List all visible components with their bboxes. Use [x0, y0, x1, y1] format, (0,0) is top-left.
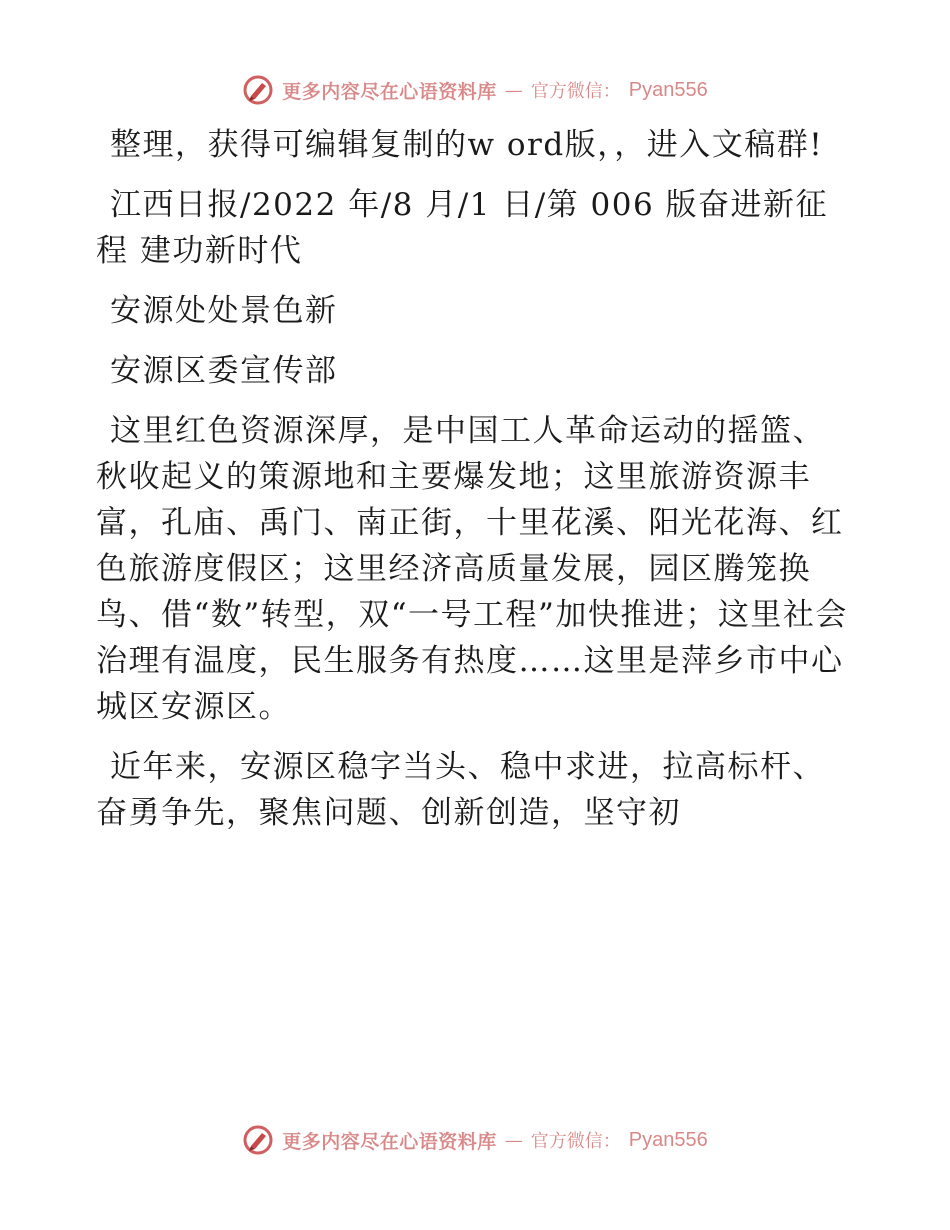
watermark-account: Pyan556 [628, 1128, 708, 1151]
header-watermark [0, 70, 950, 110]
paragraph-body-2: 近年来，安源区稳字当头、稳中求进，拉高标杆、奋勇争先，聚焦问题、创新创造，坚守初 [96, 749, 825, 831]
watermark-brand: 更多内容尽在心语资料库 [282, 1130, 497, 1153]
red-seal-pen-logo-icon [242, 74, 274, 106]
watermark-separator: — [504, 1129, 523, 1151]
paragraph-source: 江西日报/2022 年/8 月/1 日/第 006 版奋进新征程 建功新时代 [96, 187, 829, 269]
document-body [96, 122, 852, 850]
paragraph-body-1: 这里红色资源深厚，是中国工人革命运动的摇篮、秋收起义的策源地和主要爆发地；这里旅游资源丰富，孔庙、禹门、南正街，十里花溪、阳光花海、红色旅游度假区；这里经济高质量发展，园区腾笼换鸟、借“数”转型，双“一号工程”加快推进；这里社会治理有温度，民生服务有热度……这里是萍乡市中心城区安源区。 [96, 413, 848, 725]
watermark-official-label: 官方微信： [530, 81, 621, 102]
watermark-account: Pyan556 [628, 78, 708, 101]
watermark-official-label: 官方微信： [530, 1131, 621, 1152]
watermark-separator: — [504, 79, 523, 101]
paragraph-intro: 整理，获得可编辑复制的w ord版，，进入文稿群! [110, 127, 824, 163]
footer-watermark [0, 1120, 950, 1160]
watermark-brand: 更多内容尽在心语资料库 [282, 80, 497, 103]
red-seal-pen-logo-icon [242, 1124, 274, 1156]
article-author: 安源区委宣传部 [110, 353, 338, 389]
article-title: 安源处处景色新 [110, 293, 338, 329]
